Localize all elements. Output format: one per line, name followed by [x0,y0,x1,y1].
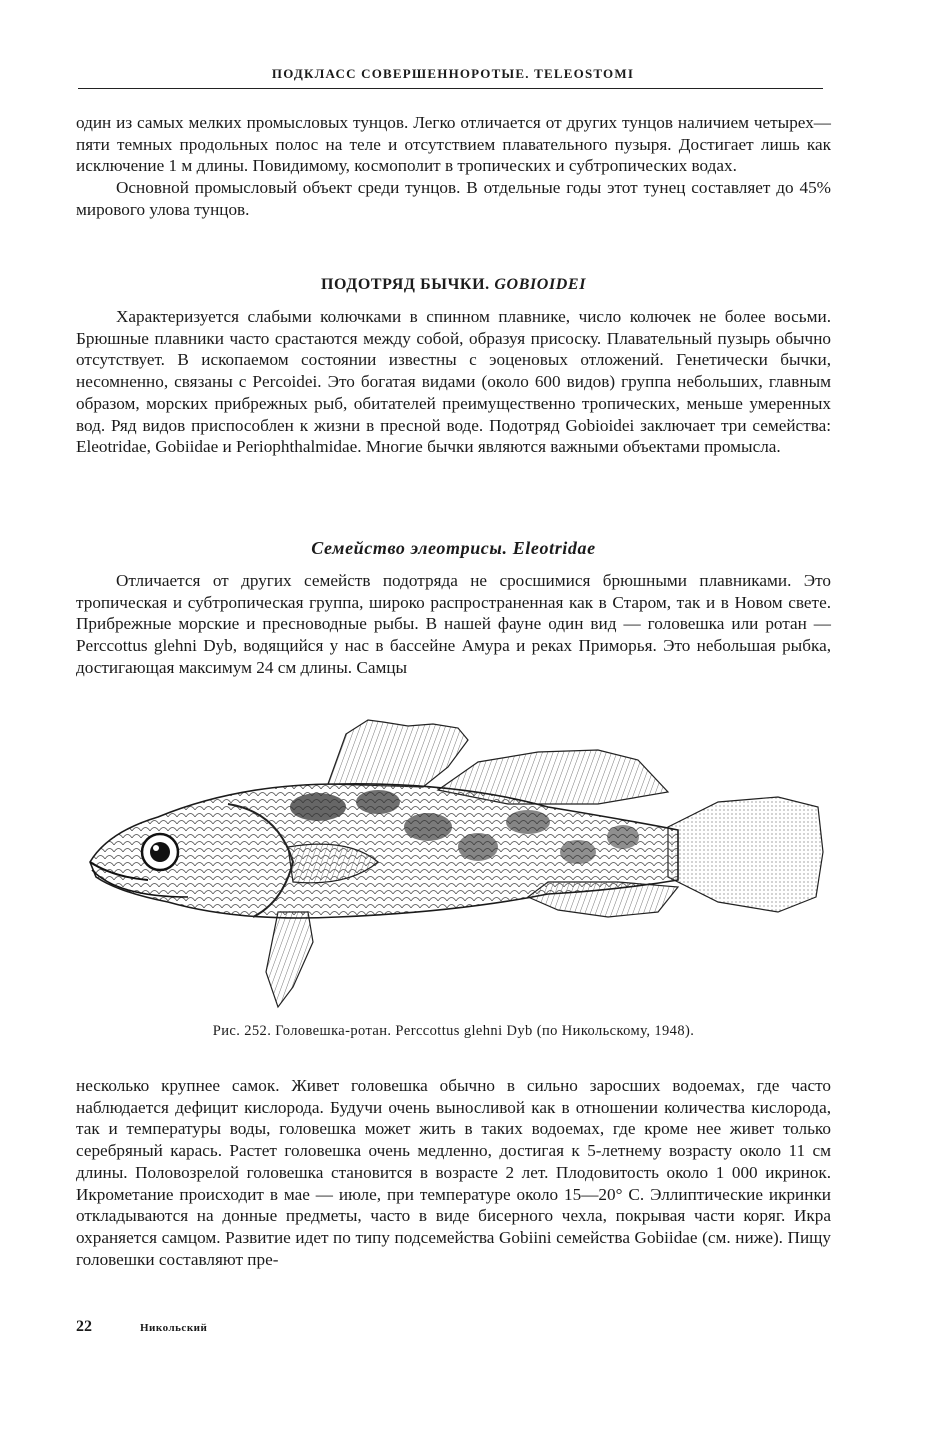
suborder-paragraph: Характеризуется слабыми колючками в спинном плавнике, число колючек не более восьми. Брюшные плавники часто срастаются между собой, образуя присоску. Плавательный пузырь обычно отсутствует. В ископаемом состоянии известны с эоценовых отложений. Генетически бычки, несомненно, связаны с Percoidei. Это богатая видами (около 600 видов) группа небольших, главным образом, морских прибрежных рыб, обитателей преимущественно тропических, меньше умеренных вод. Ряд видов приспособлен к жизни в пресной воде. Подотряд Gobioidei заключает три семейства: Eleotridae, Gobiidae и Periophthalmidae. Многие бычки являются важными объектами промысла. [76,307,831,457]
intro-paragraph-1: один из самых мелких промысловых тунцов. Легко отличается от других тунцов наличием четырех—пяти темных продольных полос на теле и отсутствием плавательного пузыря. Достигает лишь как исключение 1 м длины. Повидимому, космополит в тропических и субтропических водах. [76,113,831,176]
page-number: 22 [76,1318,92,1335]
suborder-title-lat: GOBIOIDEI [494,276,587,293]
family-title-lat: Eleotridae [512,538,596,558]
intro-paragraph-2: Основной промысловый объект среди тунцов. В отдельные годы этот тунец составляет до 45% мирового улова тунцов. [76,178,831,219]
intro-text [76,112,831,221]
suborder-title-ru: ПОДОТРЯД БЫЧКИ. [320,276,490,293]
header-rule [78,88,823,89]
suborder-heading [76,276,831,294]
fish-drawing [78,712,828,1012]
continuation-text [76,1075,831,1270]
family-text [76,570,831,679]
family-paragraph: Отличается от других семейств подотряда не сросшимися брюшными плавниками. Это тропическая и субтропическая группа, широко распространенная как в Старом, так и в Новом свете. Прибрежные морские и пресноводные рыбы. В нашей фауне один вид — головешка или ротан — Perccottus glehni Dyb, водящийся у нас в бассейне Амура и реках Приморья. Это небольшая рыбка, достигающая максимум 24 см длины. Самцы [76,571,831,677]
figure-caption: Рис. 252. Головешка-ротан. Perccottus glehni Dyb (по Никольскому, 1948). [212,1023,695,1039]
footer-author: Никольский [140,1322,208,1334]
family-heading [76,538,831,559]
fish-illustration [78,712,828,1012]
suborder-text [76,306,831,458]
continuation-paragraph: несколько крупнее самок. Живет головешка обычно в сильно заросших водоемах, где часто наблюдается дефицит кислорода. Будучи очень выносливой как в отношении количества кислорода, так и температуры воды, головешка может жить в таких водоемах, где кроме нее живет только серебряный карась. Растет головешка очень медленно, достигая к 5-летнему возрасту около 11 см длины. Половозрелой головешка становится в возрасте 2 лет. Плодовитость около 1 000 икринок. Икрометание происходит в мае — июле, при температуре около 15—20° С. Эллиптические икринки откладываются на донные предметы, часто в виде бисерного чехла, покрывая части коряг. Икра охраняется самцом. Развитие идет по типу подсемейства Gobiini семейства Gobiidae (см. ниже). Пищу головешки составляют пре- [76,1076,831,1269]
family-title-ru: Семейство элеотрисы. [311,538,508,558]
running-head: ПОДКЛАСС СОВЕРШЕННОРОТЫЕ. TELEOSTOMI [271,66,635,81]
